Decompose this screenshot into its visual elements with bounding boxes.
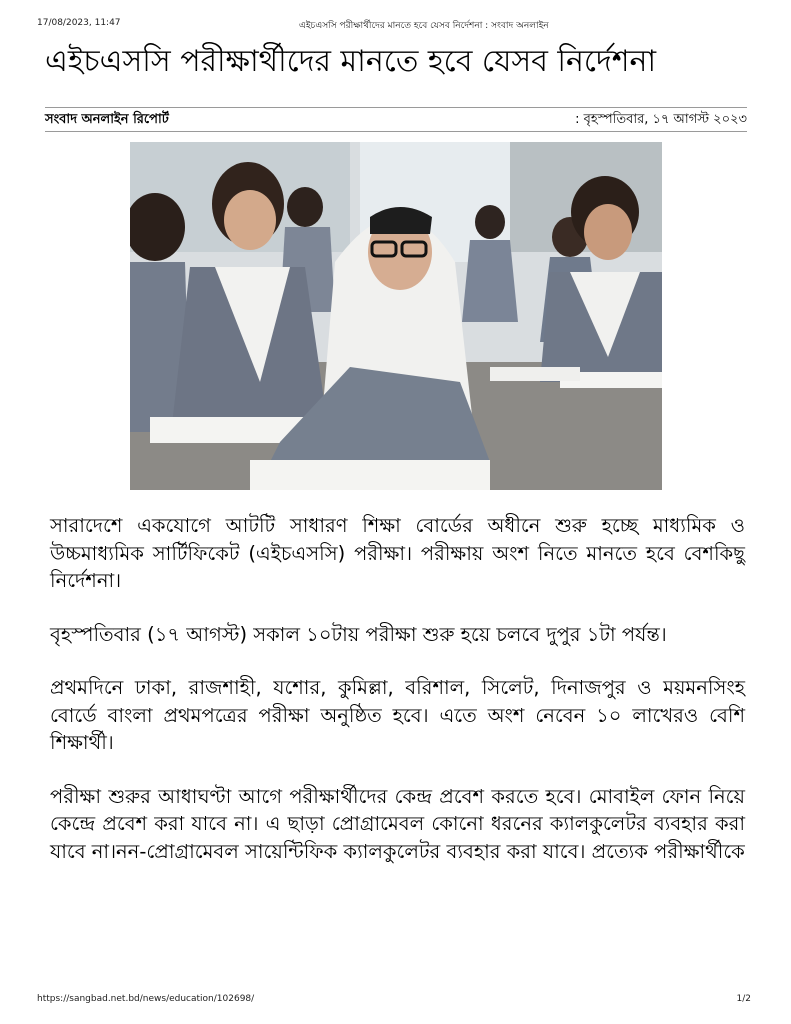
publish-date: : বৃহস্পতিবার, ১৭ আগস্ট ২০২৩	[575, 112, 747, 127]
print-url: https://sangbad.net.bd/news/education/102698/	[37, 994, 255, 1004]
page-number: 1/2	[736, 994, 751, 1004]
article-paragraph: সারাদেশে একযোগে আটটি সাধারণ শিক্ষা বোর্ডের অধীনে শুরু হচ্ছে মাধ্যমিক ও উচ্চমাধ্যমিক সার্টিফিকেট (এইচএসসি) পরীক্ষা। পরীক্ষায় অংশ নিতে মানতে হবে বেশকিছু নির্দেশনা।	[50, 514, 745, 592]
divider-bottom	[45, 131, 747, 132]
article-paragraph: প্রথমদিনে ঢাকা, রাজশাহী, যশোর, কুমিল্লা, বরিশাল, সিলেট, দিনাজপুর ও ময়মনসিংহ বোর্ডে বাংলা প্রথমপত্রের পরীক্ষা অনুষ্ঠিত হবে। এতে অংশ নেবেন ১০ লাখেরও বেশি শিক্ষার্থী।	[50, 676, 745, 754]
print-datetime: 17/08/2023, 11:47	[37, 18, 121, 28]
divider-top	[45, 107, 747, 108]
article-paragraph: পরীক্ষা শুরুর আধাঘণ্টা আগে পরীক্ষার্থীদের কেন্দ্র প্রবেশ করতে হবে। মোবাইল ফোন নিয়ে কেন্দ্রে প্রবেশ করা যাবে না। এ ছাড়া প্রোগ্রামেবল কোনো ধরনের ক্যালকুলেটর ব্যবহার করা যাবে না।নন-প্রোগ্রামেবল সায়েন্টিফিক ক্যালকুলেটর ব্যবহার করা যাবে। প্রত্যেক পরীক্ষার্থীকে	[50, 784, 745, 863]
article-photo	[130, 142, 662, 490]
author-label: সংবাদ অনলাইন রিপোর্ট	[45, 112, 169, 127]
article-body	[50, 512, 745, 891]
print-header	[37, 18, 751, 32]
exam-hall-photo	[130, 142, 662, 490]
print-doc-title: এইচএসসি পরীক্ষার্থীদের মানতে হবে যেসব নির্দেশনা : সংবাদ অনলাইন	[299, 21, 549, 31]
byline-row	[45, 110, 747, 130]
article-paragraph: বৃহস্পতিবার (১৭ আগস্ট) সকাল ১০টায় পরীক্ষা শুরু হয়ে চলবে দুপুর ১টা পর্যন্ত।	[50, 622, 667, 646]
headline: এইচএসসি পরীক্ষার্থীদের মানতে হবে যেসব নির্দেশনা	[45, 44, 657, 79]
print-footer	[37, 994, 751, 1008]
